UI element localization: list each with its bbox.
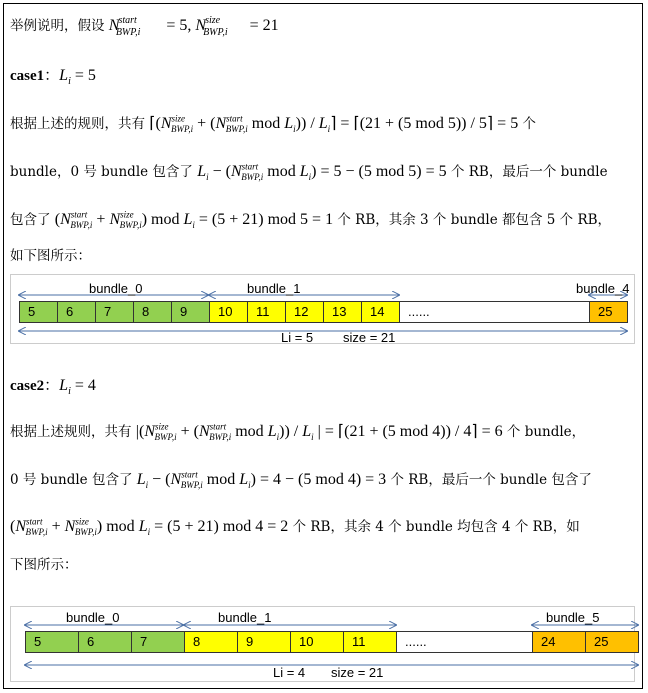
rb-cell: 13	[323, 301, 362, 323]
figure-case2	[10, 606, 635, 682]
bundle-5-label: bundle_5	[546, 610, 600, 625]
rb-cell: 8	[133, 301, 172, 323]
caption-li: Li = 4	[273, 665, 306, 680]
case1-title: case1：$L_i = 5$	[10, 67, 96, 88]
rb-cell: 24	[532, 631, 586, 653]
rb-cell: 12	[285, 301, 324, 323]
bundle-0-label: bundle_0	[89, 281, 143, 296]
caption-size: size = 21	[331, 665, 384, 680]
rb-cell: 9	[237, 631, 291, 653]
rb-cell: 7	[131, 631, 185, 653]
rb-cell: 10	[209, 301, 248, 323]
bundle-4-label: bundle_4	[576, 281, 630, 296]
rb-cell: 25	[589, 301, 628, 323]
case1-paragraph-line4: 如下图所示：	[10, 248, 91, 264]
rb-cell: 5	[25, 631, 79, 653]
bundle-1-label: bundle_1	[247, 281, 301, 296]
case2-paragraph-line1: 根据上述规则，共有 $|(N^{size}_{BWP,i} + (N^{start}_{BWP,i}$ mod $L_i)) / L_i$ | = ⌈(21 + (5 mod 4)) / 4⌉ = 6 个 bundle，	[10, 421, 586, 443]
intro-text: 举例说明，假设 $N^{start}_{BWP,i} = 5$, $N^{size}_{BWP,i} = 21$	[10, 15, 279, 38]
rb-cell-ellipsis: ......	[399, 301, 590, 323]
case1-paragraph-line1: 根据上述的规则，共有 $⌈(N^{size}_{BWP,i} + (N^{start}_{BWP,i}$ mod $L_i$)) / $L_i⌉$ = ⌈(21 + (5 mod 5)) / 5⌉ = 5 个	[10, 113, 536, 135]
caption-size: size = 21	[343, 330, 396, 345]
content-frame	[3, 3, 643, 689]
rb-cell: 6	[57, 301, 96, 323]
bundle-0-label: bundle_0	[66, 610, 120, 625]
case2-paragraph-line4: 下图所示：	[10, 557, 78, 573]
bundle-1-label: bundle_1	[218, 610, 272, 625]
rb-cell: 25	[585, 631, 639, 653]
case1-paragraph-line2: bundle，0 号 bundle 包含了 $L_i - (N^{start}_{BWP,i}$ mod $L_i) = 5 - (5$ mod 5) = 5 个 RB，最后一个 bundle	[10, 161, 608, 183]
case2-paragraph-line3: $(N^{start}_{BWP,i} + N^{size}_{BWP,i})$ mod $L_i = (5 + 21)$ mod 4 = 2 个 RB，其余 4 个 bundle 均包含 4 个 RB，如	[10, 516, 580, 538]
case1-paragraph-line3: 包含了 $(N^{start}_{BWP,i} + N^{size}_{BWP,i})$ mod $L_i = (5 + 21)$ mod 5 = 1 个 RB，其余 3 个 bundle 都包含 5 个 RB，	[10, 209, 612, 231]
figure-case1	[10, 274, 635, 344]
caption-li: Li = 5	[281, 330, 314, 345]
rb-cell: 7	[95, 301, 134, 323]
rb-cell: 8	[184, 631, 238, 653]
case2-title: case2：$L_i = 4$	[10, 377, 96, 398]
rb-cell: 14	[361, 301, 400, 323]
rb-cell: 9	[171, 301, 210, 323]
rb-cell-ellipsis: ......	[396, 631, 533, 653]
case2-paragraph-line2: 0 号 bundle 包含了 $L_i - (N^{start}_{BWP,i}$ mod $L_i) = 4 - (5$ mod 4) = 3 个 RB，最后一个 bundle 包含了	[10, 469, 592, 491]
rb-cell: 11	[247, 301, 286, 323]
rb-cell: 6	[78, 631, 132, 653]
rb-cell: 11	[343, 631, 397, 653]
rb-cell: 10	[290, 631, 344, 653]
rb-cell: 5	[19, 301, 58, 323]
